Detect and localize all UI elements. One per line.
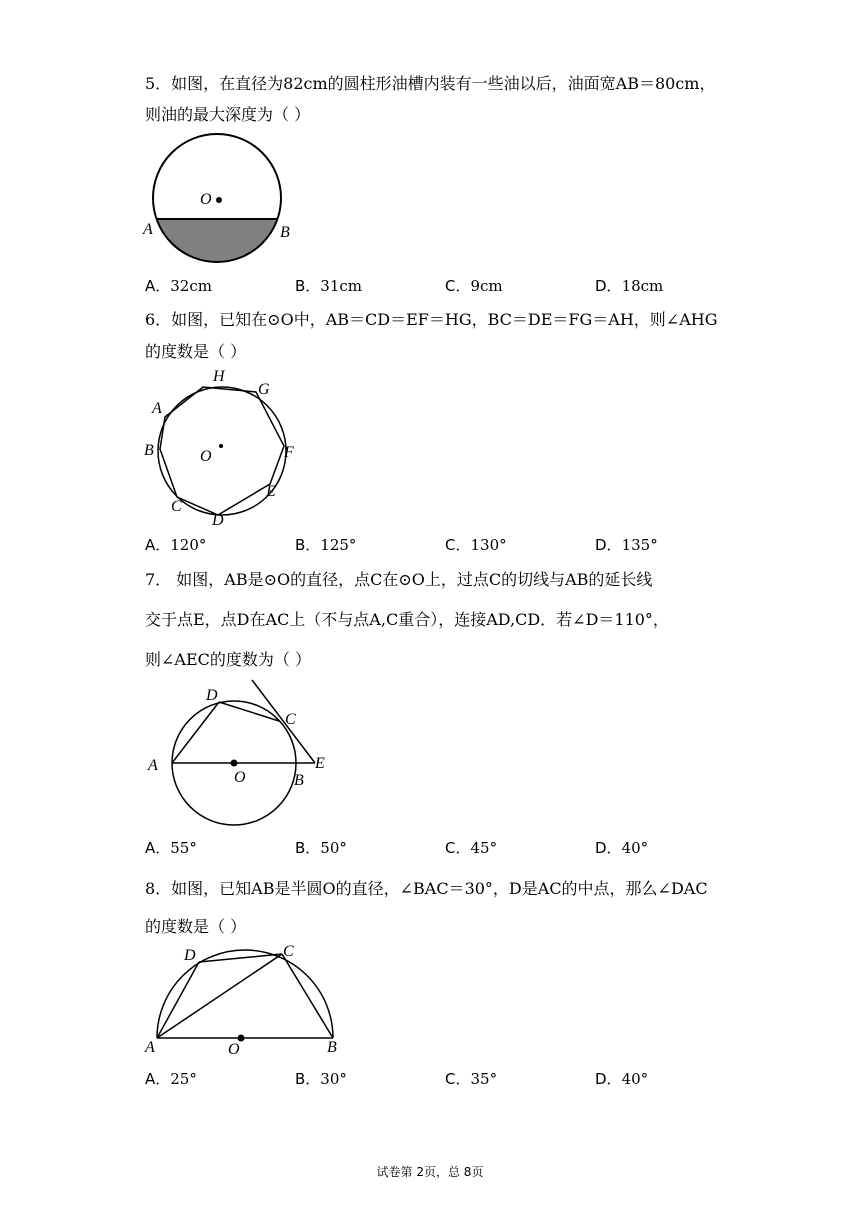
- option-letter: B．: [295, 277, 321, 295]
- option-letter: A．: [145, 1070, 171, 1088]
- option-text: 32cm: [170, 277, 212, 295]
- label-b: B: [280, 224, 290, 241]
- segment-dc: [199, 954, 282, 962]
- question-6-line-2: 的度数是（ ）: [145, 342, 247, 361]
- segment-cb: [282, 954, 333, 1038]
- label-a: A: [145, 1039, 155, 1056]
- center-dot: [231, 760, 238, 767]
- option-text: 9cm: [470, 277, 503, 295]
- option-7a[interactable]: [145, 838, 197, 858]
- label-c: C: [171, 498, 182, 515]
- option-letter: B．: [295, 536, 321, 554]
- option-text: 50°: [320, 839, 347, 857]
- option-letter: C．: [445, 1070, 471, 1088]
- label-e: E: [315, 755, 325, 772]
- label-o: O: [200, 191, 212, 208]
- label-e: E: [266, 483, 276, 500]
- option-letter: C．: [445, 277, 471, 295]
- question-6-line-1: 6．如图，已知在⊙O中，AB＝CD＝EF＝HG，BC＝DE＝FG＝AH，则∠AHG: [145, 310, 718, 329]
- option-5a[interactable]: [145, 276, 212, 296]
- center-dot: [216, 197, 222, 203]
- label-a: A: [148, 757, 158, 774]
- question-7-line-1: 7． 如图，AB是⊙O的直径，点C在⊙O上，过点C的切线与AB的延长线: [145, 570, 653, 589]
- segment-ad: [172, 702, 219, 763]
- option-8a[interactable]: [145, 1069, 197, 1089]
- question-7-line-3: 则∠AEC的度数为（ ）: [145, 650, 311, 669]
- label-b: B: [327, 1039, 337, 1056]
- option-letter: A．: [145, 277, 171, 295]
- option-letter: D．: [595, 1070, 622, 1088]
- option-text: 35°: [470, 1070, 498, 1088]
- label-d: D: [206, 687, 218, 704]
- option-text: 125°: [320, 536, 357, 554]
- question-5-line-2: 则油的最大深度为（ ）: [145, 105, 311, 124]
- option-letter: B．: [295, 839, 321, 857]
- label-d: D: [212, 512, 224, 529]
- option-6c[interactable]: [445, 535, 507, 555]
- option-letter: D．: [595, 536, 622, 554]
- question-8-line-1: 8．如图，已知AB是半圆O的直径，∠BAC＝30°，D是AC的中点，那么∠DAC: [145, 879, 708, 898]
- option-text: 40°: [621, 1070, 649, 1088]
- option-text: 31cm: [320, 277, 363, 295]
- label-g: G: [258, 381, 270, 398]
- label-o: O: [234, 769, 246, 786]
- option-8c[interactable]: [445, 1069, 497, 1089]
- label-d: D: [184, 947, 196, 964]
- option-letter: D．: [595, 839, 622, 857]
- figure-q6-octagon: [140, 365, 310, 535]
- option-5c[interactable]: [445, 276, 503, 296]
- label-c: C: [283, 943, 294, 960]
- center-dot: [219, 444, 223, 448]
- option-6d[interactable]: [595, 535, 658, 555]
- option-letter: C．: [445, 839, 471, 857]
- figure-q7-tangent: [140, 678, 340, 833]
- segment-ac: [157, 954, 282, 1038]
- option-7d[interactable]: [595, 838, 648, 858]
- option-7c[interactable]: [445, 838, 497, 858]
- option-text: 135°: [621, 536, 658, 554]
- option-letter: B．: [295, 1070, 321, 1088]
- figure-q8-semicircle: [140, 940, 350, 1060]
- option-text: 18cm: [621, 277, 664, 295]
- segment-ad: [157, 962, 199, 1038]
- option-8b[interactable]: [295, 1069, 347, 1089]
- option-letter: C．: [445, 536, 471, 554]
- option-text: 25°: [170, 1070, 197, 1088]
- option-letter: A．: [145, 536, 171, 554]
- question-8-line-2: 的度数是（ ）: [145, 917, 247, 936]
- label-o: O: [228, 1041, 240, 1058]
- page-footer: 试卷第 2页，总 8页: [376, 1165, 484, 1179]
- option-text: 30°: [320, 1070, 347, 1088]
- option-6a[interactable]: [145, 535, 206, 555]
- option-6b[interactable]: [295, 535, 356, 555]
- option-text: 55°: [170, 839, 197, 857]
- option-text: 40°: [621, 839, 649, 857]
- tangent-line: [252, 680, 315, 763]
- question-5-line-1: 5．如图，在直径为82cm的圆柱形油槽内装有一些油以后，油面宽AB＝80cm，: [145, 74, 716, 93]
- option-5b[interactable]: [295, 276, 362, 296]
- label-b: B: [294, 772, 304, 789]
- label-b: B: [144, 442, 154, 459]
- option-text: 120°: [170, 536, 207, 554]
- option-7b[interactable]: [295, 838, 347, 858]
- label-a: A: [152, 400, 162, 417]
- option-letter: D．: [595, 277, 622, 295]
- option-text: 130°: [470, 536, 507, 554]
- label-a: A: [143, 221, 153, 238]
- option-8d[interactable]: [595, 1069, 648, 1089]
- figure-q5-oil-tank: [140, 130, 310, 270]
- option-letter: A．: [145, 839, 171, 857]
- label-o: O: [200, 448, 212, 465]
- label-f: F: [284, 444, 294, 461]
- option-text: 45°: [470, 839, 498, 857]
- label-c: C: [285, 711, 296, 728]
- question-7-line-2: 交于点E，点D在AC上（不与点A,C重合），连接AD,CD．若∠D＝110°，: [145, 610, 669, 629]
- label-h: H: [213, 368, 225, 385]
- option-5d[interactable]: [595, 276, 663, 296]
